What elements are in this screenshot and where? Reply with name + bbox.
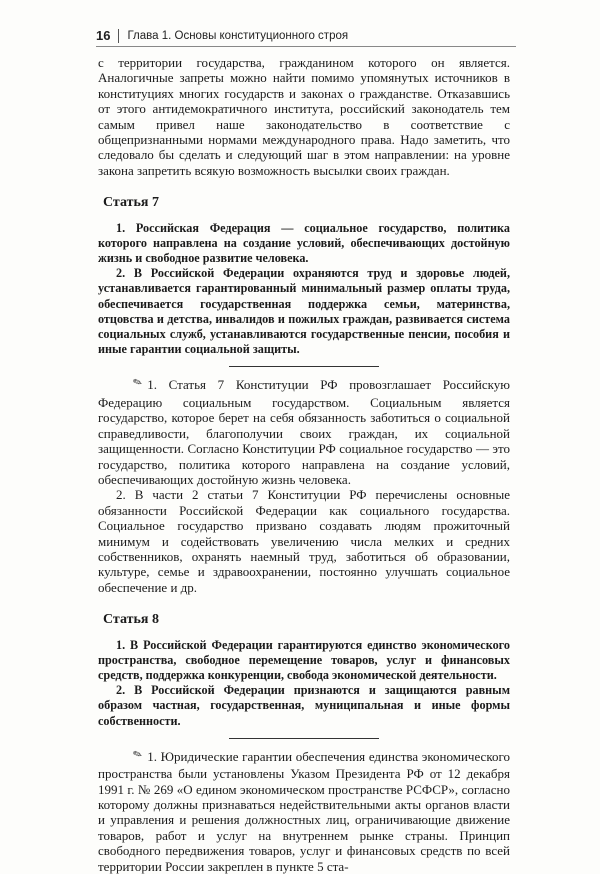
commentary-7-paragraph-2: 2. В части 2 статьи 7 Конституции РФ перечислены основные обязанности Российской Федерации как социального государства. Социальное государство призвано создавать людям прожиточный минимум и содействовать увеличению числа мелких и средних собственников, охранять наемный труд, заботиться об образовании, культуре, семье и здравоохранении, постоянно улучшать социальное обеспечение и др. bbox=[98, 487, 510, 595]
header-separator bbox=[118, 29, 119, 43]
article-8-title: Статья 8 bbox=[103, 612, 159, 628]
article-7-divider bbox=[229, 366, 379, 367]
commentary-8-paragraph-1-text: 1. Юридические гарантии обеспечения единства экономического пространства были установлены Указом Президента РФ от 12 декабря 1991 г. № 269 «О едином экономическом пространстве РСФСР», согласно которому должны признаваться недействительными акты органов власти и управления и решения должностных лиц, ограничивающие движение товаров, работ и услуг на внутреннем рынке страны. Принцип свободного передвижения товаров, услуг и финансовых средств по всей территории России закреплен в пункте 5 ста- bbox=[98, 748, 510, 874]
header-rule bbox=[96, 46, 516, 47]
article-7-part-2: 2. В Российской Федерации охраняются труд и здоровье людей, устанавливается гарантированный минимальный размер оплаты труда, обеспечивается государственная поддержка семьи, материнства, отцовства и детства, инвалидов и пожилых граждан, развивается система социальных служб, устанавливаются государственные пенсии, пособия и иные гарантии социальной защиты. bbox=[98, 266, 510, 357]
page-body bbox=[98, 55, 510, 874]
commentary-7-paragraph-1 bbox=[98, 377, 510, 487]
article-8-part-2: 2. В Российской Федерации признаются и защищаются равным образом частная, государственная, муниципальная и иные формы собственности. bbox=[98, 683, 510, 728]
pen-icon: ✎ bbox=[131, 376, 145, 391]
article-7-part-1: 1. Российская Федерация — социальное государство, политика которого направлена на создание условий, обеспечивающих достойную жизнь и свободное развитие человека. bbox=[98, 220, 510, 266]
pen-icon: ✎ bbox=[131, 747, 145, 762]
intro-paragraph: с территории государства, гражданином которого он является. Аналогичные запреты можно найти помимо упомянутых источников в конституциях многих государств и законах о гражданстве. Отказавшись от этого антидемократичного института, российский законодатель тем самым привел наше законодательство в соответствие с общепризнанными нормами международного права. Надо заметить, что следовало бы сделать и следующий шаг в этом направлении: на уровне закона запретить всякую возможность высылки своих граждан. bbox=[98, 55, 510, 178]
article-8-divider bbox=[229, 738, 379, 739]
article-8-part-1: 1. В Российской Федерации гарантируются единство экономического пространства, свободное перемещение товаров, услуг и финансовых средств, поддержка конкуренции, свобода экономической деятельности. bbox=[98, 637, 510, 682]
article-7-title: Статья 7 bbox=[103, 195, 159, 211]
chapter-title: Глава 1. Основы конституционного строя bbox=[127, 29, 349, 42]
page-number: 16 bbox=[96, 28, 111, 43]
running-header bbox=[96, 28, 516, 43]
commentary-7-paragraph-1-text: 1. Статья 7 Конституции РФ провозглашает Российскую Федерацию социальным государством. Социальным является государство, которое берет на себя обязанность заботиться о социальной справедливости, благополучии своих граждан, их социальной защищенности. Согласно Конституции РФ социальное государство — это государство, политика которого направлена на создание условий, обеспечивающих достойную жизнь человека. bbox=[98, 377, 510, 487]
commentary-8-paragraph-1 bbox=[98, 749, 510, 874]
